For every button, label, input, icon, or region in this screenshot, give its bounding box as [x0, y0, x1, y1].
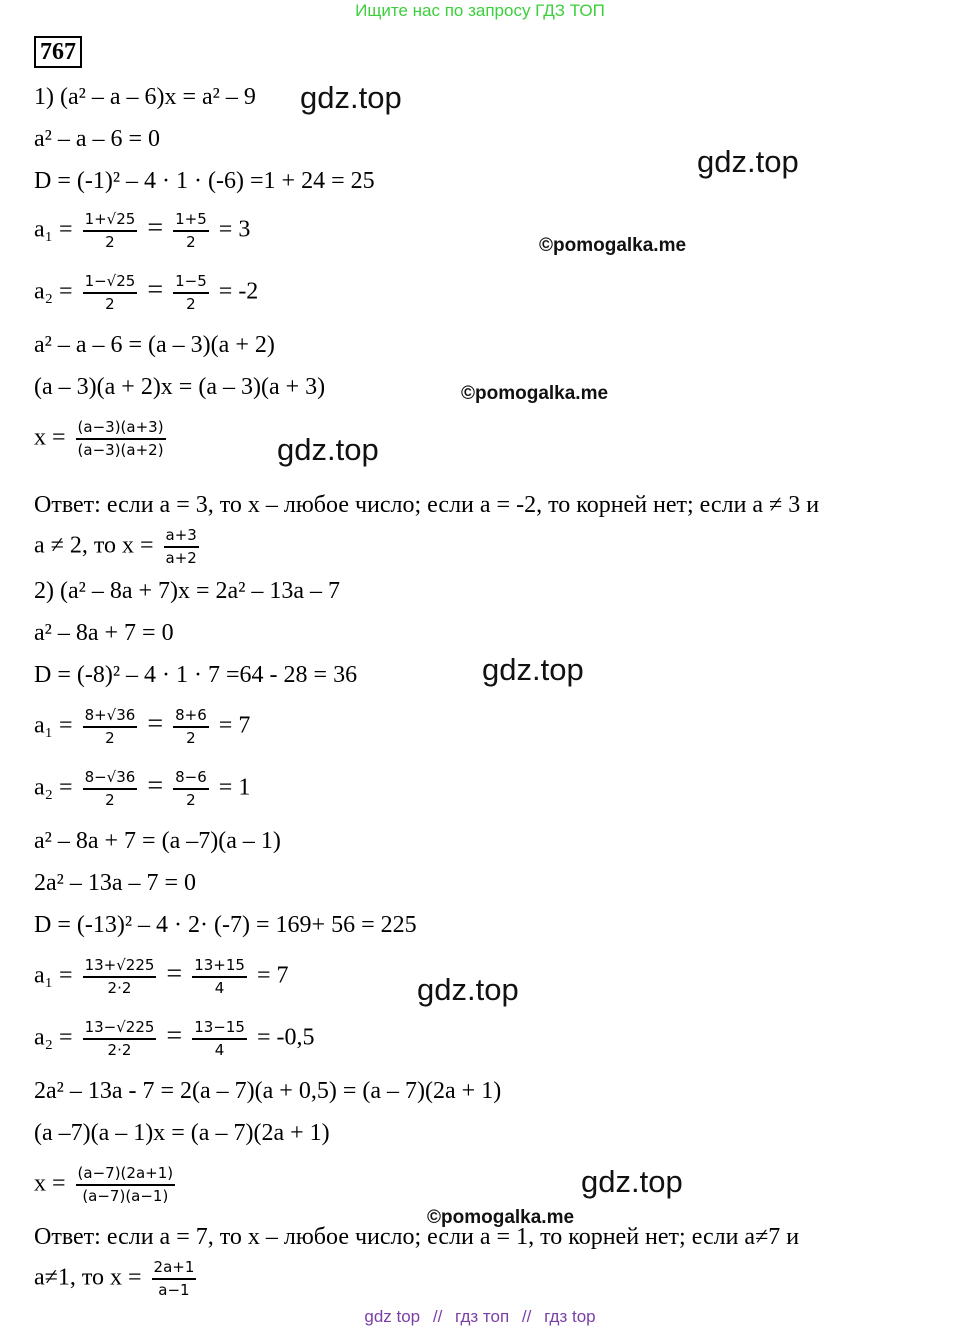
watermark-gdz: gdz.top: [697, 144, 799, 179]
watermark-gdz: gdz.top: [300, 80, 402, 115]
p2-second-quadratic: 2a² – 13a – 7 = 0: [34, 870, 197, 896]
fraction: [152, 1258, 197, 1300]
p2-root-a1: [34, 706, 250, 748]
fraction: [83, 956, 157, 998]
fraction: [83, 210, 138, 252]
numerator: 1+√25: [83, 210, 138, 232]
footer-link-gdz-top-mixed[interactable]: гдз top: [544, 1307, 596, 1326]
root-label: a₁ =: [34, 216, 73, 243]
p2-quadratic: a² – 8a + 7 = 0: [34, 620, 174, 646]
equals-sign: =: [147, 708, 164, 740]
top-banner[interactable]: Ищите нас по запросу ГДЗ ТОП: [355, 1, 605, 20]
numerator: (a−7)(2a+1): [76, 1164, 176, 1186]
watermark-pomogalka: ©pomogalka.me: [461, 383, 609, 404]
fraction: [164, 526, 199, 568]
footer-links: [0, 1307, 960, 1327]
answer-text: a ≠ 2, то x =: [34, 532, 154, 559]
denominator: 2: [105, 791, 115, 809]
root-label: a₂ =: [34, 278, 73, 305]
p2-factorization: a² – 8a + 7 = (a –7)(a – 1): [34, 828, 281, 854]
numerator: 8+√36: [83, 706, 138, 728]
root-value: = 3: [218, 216, 251, 243]
root-value: = -0,5: [256, 1024, 315, 1051]
p1-answer-line2: [34, 526, 203, 568]
p1-root-a1: [34, 210, 250, 252]
root-value: = 1: [218, 774, 251, 801]
numerator: 8+6: [173, 706, 209, 728]
root-value: = 7: [218, 712, 251, 739]
denominator: 2: [105, 233, 115, 251]
footer-link-gdz-top[interactable]: gdz top: [364, 1307, 421, 1326]
root-value: = -2: [218, 278, 259, 305]
watermark-gdz: gdz.top: [482, 652, 584, 687]
equals-sign: =: [166, 1020, 183, 1052]
answer-text: a≠1, то x =: [34, 1264, 142, 1291]
watermark-gdz: gdz.top: [277, 432, 379, 467]
p2-root-b1: [34, 956, 289, 998]
equals-sign: =: [147, 274, 164, 306]
denominator: a−1: [158, 1281, 190, 1299]
footer-separator: //: [521, 1307, 532, 1326]
x-label: x =: [34, 424, 66, 451]
p2-factorization-2: 2a² – 13a - 7 = 2(a – 7)(a + 0,5) = (a – 7)(2a + 1): [34, 1078, 502, 1104]
numerator: 13+15: [192, 956, 247, 978]
numerator: 1−√25: [83, 272, 138, 294]
p1-root-a2: [34, 272, 258, 314]
p1-quadratic: a² – a – 6 = 0: [34, 126, 161, 152]
p1-factored-equation: (a – 3)(a + 2)x = (a – 3)(a + 3): [34, 374, 326, 400]
fraction: [76, 418, 166, 460]
equals-sign: =: [147, 212, 164, 244]
fraction: [83, 1018, 157, 1060]
numerator: 8−6: [173, 768, 209, 790]
denominator: 2: [186, 729, 196, 747]
denominator: 2: [186, 295, 196, 313]
p1-factorization: a² – a – 6 = (a – 3)(a + 2): [34, 332, 275, 358]
p1-equation: 1) (a² – a – 6)x = a² – 9: [34, 84, 256, 110]
denominator: (a−3)(a+2): [77, 441, 164, 459]
root-label: a₂ =: [34, 1024, 73, 1051]
numerator: 1+5: [173, 210, 209, 232]
denominator: (a−7)(a−1): [82, 1187, 169, 1205]
fraction: [192, 1018, 247, 1060]
problem-number: 767: [34, 36, 82, 68]
watermark-gdz: gdz.top: [581, 1164, 683, 1199]
denominator: 2: [105, 295, 115, 313]
root-value: = 7: [256, 962, 289, 989]
fraction: [173, 768, 209, 810]
fraction: [83, 706, 138, 748]
fraction: [192, 956, 247, 998]
root-label: a₁ =: [34, 962, 73, 989]
p2-root-a2: [34, 768, 250, 810]
equals-sign: =: [166, 958, 183, 990]
p1-answer-line1: Ответ: если a = 3, то x – любое число; если a = -2, то корней нет; если a ≠ 3 и: [34, 492, 820, 518]
p2-discriminant: D = (-8)² – 4 · 1 · 7 =64 - 28 = 36: [34, 662, 358, 688]
denominator: a+2: [165, 549, 197, 567]
footer-link-gdz-top-ru[interactable]: гдз топ: [455, 1307, 510, 1326]
p2-equation: 2) (a² – 8a + 7)x = 2a² – 13a – 7: [34, 578, 341, 604]
denominator: 2: [186, 233, 196, 251]
equals-sign: =: [147, 770, 164, 802]
denominator: 2·2: [107, 1041, 132, 1059]
p2-x-solution: [34, 1164, 179, 1206]
denominator: 2: [186, 791, 196, 809]
p1-discriminant: D = (-1)² – 4 · 1 · (-6) =1 + 24 = 25: [34, 168, 375, 194]
numerator: 13+√225: [83, 956, 157, 978]
fraction: [173, 210, 209, 252]
footer-separator: //: [432, 1307, 443, 1326]
fraction: [76, 1164, 176, 1206]
p2-second-discriminant: D = (-13)² – 4 · 2· (-7) = 169+ 56 = 225: [34, 912, 417, 938]
fraction: [173, 272, 209, 314]
denominator: 2: [105, 729, 115, 747]
p1-x-solution: [34, 418, 170, 460]
numerator: (a−3)(a+3): [76, 418, 166, 440]
root-label: a₁ =: [34, 712, 73, 739]
denominator: 4: [214, 1041, 225, 1059]
numerator: 8−√36: [83, 768, 138, 790]
p2-answer-line2: [34, 1258, 200, 1300]
denominator: 2·2: [107, 979, 132, 997]
fraction: [83, 768, 138, 810]
denominator: 4: [214, 979, 225, 997]
p2-factored-equation: (a –7)(a – 1)x = (a – 7)(2a + 1): [34, 1120, 330, 1146]
p2-root-b2: [34, 1018, 314, 1060]
fraction: [173, 706, 209, 748]
numerator: 2a+1: [152, 1258, 197, 1280]
numerator: 1−5: [173, 272, 209, 294]
fraction: [83, 272, 138, 314]
root-label: a₂ =: [34, 774, 73, 801]
watermark-gdz: gdz.top: [417, 972, 519, 1007]
numerator: a+3: [164, 526, 199, 548]
numerator: 13−√225: [83, 1018, 157, 1040]
p2-answer-line1: Ответ: если a = 7, то x – любое число; если a = 1, то корней нет; если a≠7 и: [34, 1224, 800, 1250]
watermark-pomogalka: ©pomogalka.me: [427, 1207, 575, 1228]
numerator: 13−15: [192, 1018, 247, 1040]
watermark-pomogalka: ©pomogalka.me: [539, 235, 687, 256]
x-label: x =: [34, 1170, 66, 1197]
